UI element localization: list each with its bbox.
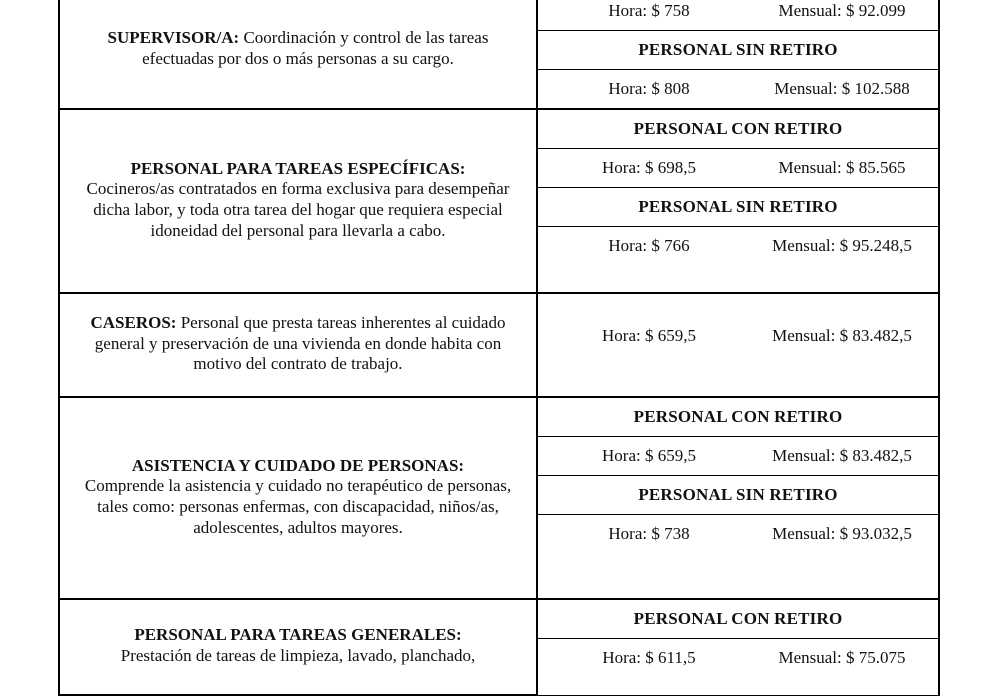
table-row [59, 109, 939, 293]
hora-value: Hora: $ 738 [608, 524, 690, 543]
band-header-sin-retiro: PERSONAL SIN RETIRO [538, 31, 938, 70]
salary-table [58, 0, 940, 696]
category-title: PERSONAL PARA TAREAS GENERALES: [134, 625, 462, 645]
hora-value: Hora: $ 758 [608, 1, 690, 20]
rate-band [538, 70, 938, 108]
category-description: Prestación de tareas de limpieza, lavado, planchado, [120, 646, 476, 665]
category-description: Cocineros/as contratados en forma exclusiva para desempeñar dicha labor, y toda otra tarea del hogar que requiera especial idoneidad del personal para llevarla a cabo. [86, 179, 510, 240]
category-description: Personal que presta tareas inherentes al cuidado general y preservación de una vivienda en donde habita con motivo del contrato de trabajo. [94, 312, 506, 374]
category-title: SUPERVISOR/A: [107, 28, 240, 48]
values-cell-asistencia-cuidado [537, 397, 939, 599]
category-description: Coordinación y control de las tareas efectuadas por dos o más personas a su cargo. [142, 28, 489, 68]
band-header-sin-retiro: PERSONAL SIN RETIRO [538, 476, 938, 515]
rate-band [538, 294, 938, 378]
mensual-value: Mensual: $ 102.588 [774, 79, 910, 98]
rate-band [538, 437, 938, 476]
category-cell-caseros [59, 293, 537, 397]
table-row [59, 293, 939, 397]
table-row [59, 599, 939, 695]
mensual-value: Mensual: $ 83.482,5 [772, 326, 912, 345]
mensual-value: Mensual: $ 95.248,5 [772, 236, 912, 255]
band-header-con-retiro: PERSONAL CON RETIRO [538, 398, 938, 437]
mensual-value: Mensual: $ 85.565 [778, 158, 906, 177]
hora-value: Hora: $ 698,5 [602, 158, 696, 177]
band-header-sin-retiro: PERSONAL SIN RETIRO [538, 188, 938, 227]
category-description: Comprende la asistencia y cuidado no terapéutico de personas, tales como: personas enfermas, con discapacidad, niños/as, adolescentes, adultos mayores. [84, 476, 512, 537]
category-cell-asistencia-cuidado [59, 397, 537, 599]
band-header-con-retiro: PERSONAL CON RETIRO [538, 600, 938, 639]
category-cell-supervisor [59, 0, 537, 109]
category-cell-tareas-generales [59, 599, 537, 695]
mensual-value: Mensual: $ 83.482,5 [772, 446, 912, 465]
table-row [59, 397, 939, 599]
rate-band [538, 639, 938, 677]
hora-value: Hora: $ 808 [608, 79, 690, 98]
mensual-value: Mensual: $ 93.032,5 [772, 524, 912, 543]
mensual-value: Mensual: $ 75.075 [778, 648, 906, 667]
mensual-value: Mensual: $ 92.099 [778, 1, 906, 20]
rate-band [538, 227, 938, 265]
table-row [59, 0, 939, 109]
category-title: CASEROS: [90, 312, 177, 332]
rate-band [538, 149, 938, 188]
hora-value: Hora: $ 659,5 [602, 446, 696, 465]
hora-value: Hora: $ 659,5 [602, 326, 696, 345]
hora-value: Hora: $ 611,5 [602, 648, 696, 667]
category-title: ASISTENCIA Y CUIDADO DE PERSONAS: [131, 455, 465, 475]
band-header-con-retiro: PERSONAL CON RETIRO [538, 110, 938, 149]
values-cell-tareas-generales [537, 599, 939, 695]
hora-value: Hora: $ 766 [608, 236, 690, 255]
values-cell-tareas-especificas [537, 109, 939, 293]
category-cell-tareas-especificas [59, 109, 537, 293]
values-cell-supervisor [537, 0, 939, 109]
rate-band [538, 515, 938, 553]
category-title: PERSONAL PARA TAREAS ESPECÍFICAS: [130, 158, 466, 178]
rate-band [538, 0, 938, 31]
values-cell-caseros [537, 293, 939, 397]
